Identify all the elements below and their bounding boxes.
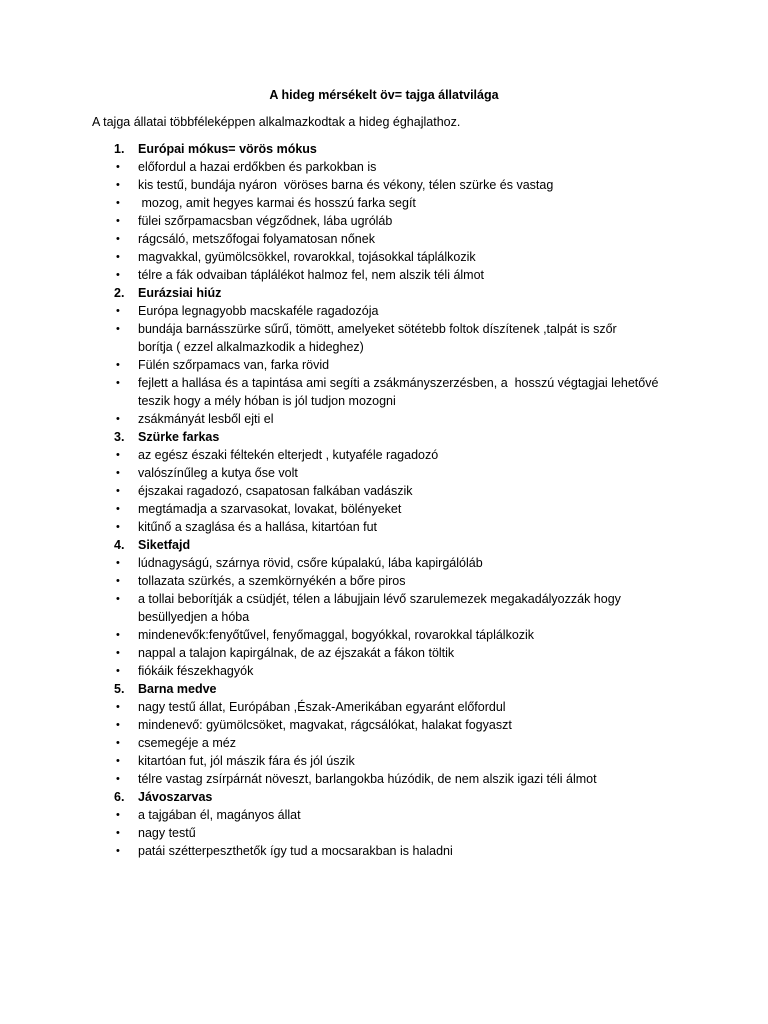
- bullet-item: [92, 644, 692, 662]
- bullet-item: [92, 770, 692, 788]
- bullet-item: [92, 554, 692, 572]
- bullet-icon: •: [116, 197, 120, 209]
- section-heading-text: Siketfajd: [138, 538, 191, 552]
- bullet-icon: •: [116, 359, 120, 371]
- bullet-text: mozog, amit hegyes karmai és hosszú farka segít: [138, 196, 416, 210]
- bullet-item: [92, 626, 692, 644]
- bullet-item: [92, 824, 692, 842]
- bullet-icon: •: [116, 593, 120, 605]
- bullet-icon: •: [116, 503, 120, 515]
- bullet-text: Európa legnagyobb macskaféle ragadozója: [138, 304, 379, 318]
- bullet-text: nappal a talajon kapirgálnak, de az éjszakát a fákon töltik: [138, 646, 455, 660]
- section-heading: [92, 536, 692, 554]
- bullet-item: [92, 320, 692, 338]
- section-number: 5.: [114, 682, 125, 696]
- bullet-text: zsákmányát lesből ejti el: [138, 412, 274, 426]
- section-heading-text: Jávoszarvas: [138, 790, 213, 804]
- bullet-item: [92, 158, 692, 176]
- bullet-item: [92, 374, 692, 392]
- document-title: A hideg mérsékelt öv= tajga állatvilága: [269, 88, 499, 102]
- bullet-icon: •: [116, 665, 120, 677]
- bullet-text: télre vastag zsírpárnát növeszt, barlangokba húzódik, de nem alszik igazi téli álmot: [138, 772, 597, 786]
- bullet-text: valószínűleg a kutya őse volt: [138, 466, 298, 480]
- bullet-text: borítja ( ezzel alkalmazkodik a hideghez): [138, 340, 364, 354]
- bullet-text: magvakkal, gyümölcsökkel, rovarokkal, tojásokkal táplálkozik: [138, 250, 476, 264]
- bullet-text: teszik hogy a mély hóban is jól tudjon mozogni: [138, 394, 396, 408]
- bullet-item: [92, 572, 692, 590]
- bullet-icon: •: [116, 737, 120, 749]
- bullet-item: [92, 356, 692, 374]
- bullet-item: [92, 464, 692, 482]
- bullet-item: [92, 482, 692, 500]
- bullet-item: [92, 716, 692, 734]
- bullet-item: [92, 392, 692, 410]
- bullet-icon: •: [116, 269, 120, 281]
- section-number: 3.: [114, 430, 125, 444]
- bullet-icon: •: [116, 179, 120, 191]
- bullet-item: [92, 230, 692, 248]
- bullet-icon: •: [116, 755, 120, 767]
- bullet-icon: •: [116, 521, 120, 533]
- animal-list: [92, 140, 692, 860]
- bullet-item: [92, 662, 692, 680]
- bullet-text: a tollai beborítják a csüdjét, télen a lábujjain lévő szarulemezek megakadályozzák hogy: [138, 592, 621, 606]
- bullet-text: éjszakai ragadozó, csapatosan falkában vadászik: [138, 484, 413, 498]
- bullet-item: [92, 212, 692, 230]
- section-heading-text: Eurázsiai hiúz: [138, 286, 222, 300]
- bullet-item: [92, 410, 692, 428]
- bullet-item: [92, 752, 692, 770]
- bullet-text: nagy testű: [138, 826, 196, 840]
- bullet-icon: •: [116, 809, 120, 821]
- bullet-item: [92, 698, 692, 716]
- bullet-text: besüllyedjen a hóba: [138, 610, 250, 624]
- bullet-text: a tajgában él, magányos állat: [138, 808, 301, 822]
- section-heading: [92, 284, 692, 302]
- bullet-text: rágcsáló, metszőfogai folyamatosan nőnek: [138, 232, 375, 246]
- bullet-text: megtámadja a szarvasokat, lovakat, bölényeket: [138, 502, 402, 516]
- bullet-text: kis testű, bundája nyáron vöröses barna és vékony, télen szürke és vastag: [138, 178, 554, 192]
- bullet-text: kitartóan fut, jól mászik fára és jól úszik: [138, 754, 355, 768]
- bullet-icon: •: [116, 467, 120, 479]
- bullet-text: fejlett a hallása és a tapintása ami segíti a zsákmányszerzésben, a hosszú végtagjai lehetővé: [138, 376, 659, 390]
- section-heading: [92, 428, 692, 446]
- section-number: 4.: [114, 538, 125, 552]
- bullet-icon: •: [116, 377, 120, 389]
- bullet-item: [92, 500, 692, 518]
- bullet-item: [92, 842, 692, 860]
- section-number: 2.: [114, 286, 125, 300]
- bullet-item: [92, 338, 692, 356]
- bullet-icon: •: [116, 449, 120, 461]
- bullet-icon: •: [116, 647, 120, 659]
- bullet-icon: •: [116, 215, 120, 227]
- bullet-item: [92, 518, 692, 536]
- bullet-text: patái szétterpeszthetők így tud a mocsarakban is haladni: [138, 844, 453, 858]
- bullet-text: Fülén szőrpamacs van, farka rövid: [138, 358, 330, 372]
- bullet-icon: •: [116, 575, 120, 587]
- section-heading-text: Barna medve: [138, 682, 217, 696]
- bullet-item: [92, 734, 692, 752]
- bullet-item: [92, 608, 692, 626]
- bullet-icon: •: [116, 233, 120, 245]
- section-heading: [92, 680, 692, 698]
- bullet-item: [92, 248, 692, 266]
- bullet-text: mindenevő: gyümölcsöket, magvakat, rágcsálókat, halakat fogyaszt: [138, 718, 512, 732]
- bullet-icon: •: [116, 323, 120, 335]
- bullet-text: nagy testű állat, Európában ,Észak-Amerikában egyaránt előfordul: [138, 700, 506, 714]
- section-heading: [92, 140, 692, 158]
- bullet-icon: •: [116, 701, 120, 713]
- bullet-icon: •: [116, 773, 120, 785]
- bullet-text: tollazata szürkés, a szemkörnyékén a bőre piros: [138, 574, 406, 588]
- bullet-text: fiókáik fészekhagyók: [138, 664, 254, 678]
- bullet-item: [92, 806, 692, 824]
- bullet-text: kitűnő a szaglása és a hallása, kitartóan fut: [138, 520, 378, 534]
- bullet-icon: •: [116, 629, 120, 641]
- bullet-icon: •: [116, 719, 120, 731]
- bullet-icon: •: [116, 827, 120, 839]
- bullet-icon: •: [116, 413, 120, 425]
- bullet-item: [92, 590, 692, 608]
- bullet-icon: •: [116, 161, 120, 173]
- intro-paragraph: A tajga állatai többféleképpen alkalmazkodtak a hideg éghajlathoz.: [92, 115, 461, 129]
- bullet-text: bundája barnásszürke sűrű, tömött, amelyeket sötétebb foltok díszítenek ,talpát is szőr: [138, 322, 617, 336]
- bullet-text: az egész északi féltekén elterjedt , kutyaféle ragadozó: [138, 448, 439, 462]
- section-heading-text: Szürke farkas: [138, 430, 220, 444]
- section-number: 6.: [114, 790, 125, 804]
- bullet-icon: •: [116, 251, 120, 263]
- bullet-icon: •: [116, 845, 120, 857]
- bullet-icon: •: [116, 557, 120, 569]
- bullet-item: [92, 446, 692, 464]
- bullet-item: [92, 176, 692, 194]
- bullet-icon: •: [116, 305, 120, 317]
- bullet-text: lúdnagyságú, szárnya rövid, csőre kúpalakú, lába kapirgálóláb: [138, 556, 483, 570]
- bullet-item: [92, 194, 692, 212]
- bullet-text: előfordul a hazai erdőkben és parkokban is: [138, 160, 377, 174]
- bullet-item: [92, 302, 692, 320]
- section-number: 1.: [114, 142, 125, 156]
- bullet-icon: •: [116, 485, 120, 497]
- bullet-text: télre a fák odvaiban táplálékot halmoz fel, nem alszik téli álmot: [138, 268, 485, 282]
- bullet-text: fülei szőrpamacsban végződnek, lába ugróláb: [138, 214, 393, 228]
- bullet-text: csemegéje a méz: [138, 736, 236, 750]
- section-heading-text: Európai mókus= vörös mókus: [138, 142, 317, 156]
- section-heading: [92, 788, 692, 806]
- bullet-text: mindenevők:fenyőtűvel, fenyőmaggal, bogyókkal, rovarokkal táplálkozik: [138, 628, 535, 642]
- bullet-item: [92, 266, 692, 284]
